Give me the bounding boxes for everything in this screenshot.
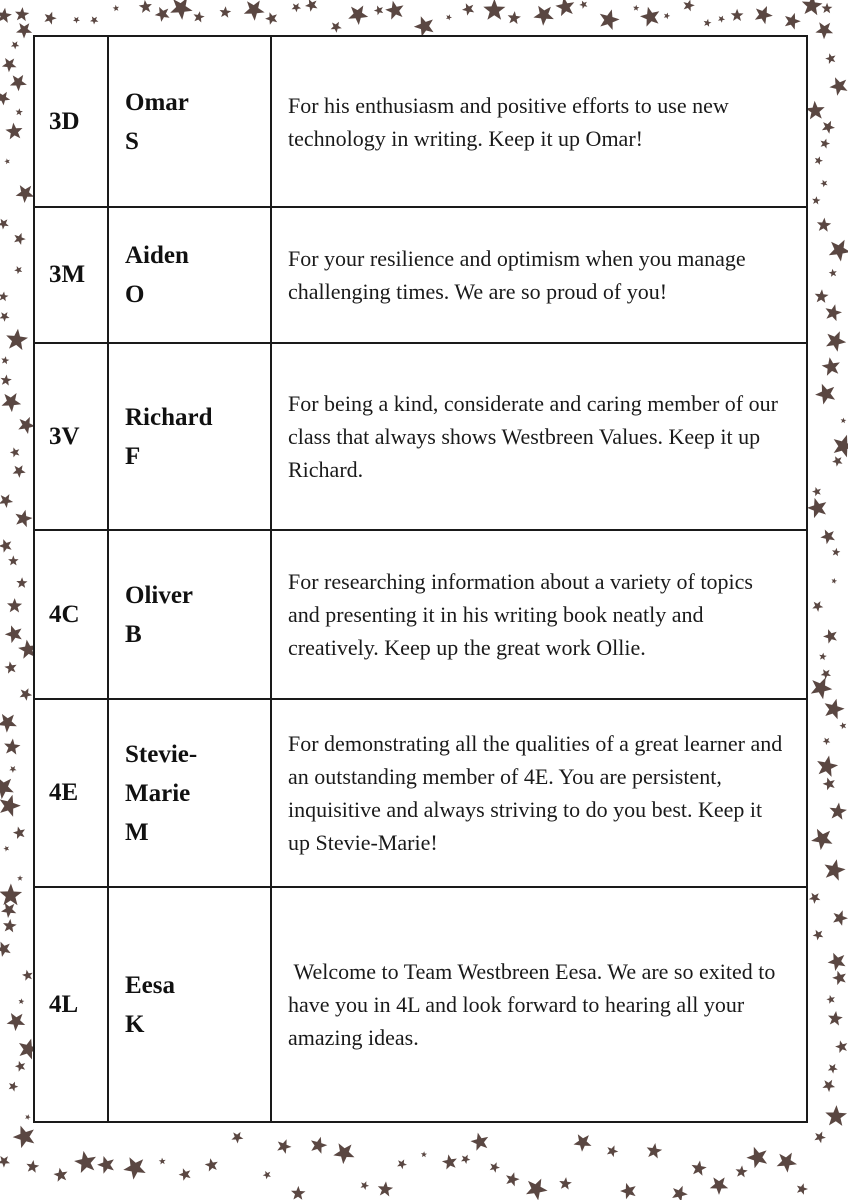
star-icon [265, 12, 277, 25]
star-icon [812, 487, 821, 496]
star-icon [683, 0, 694, 11]
star-icon [1, 903, 16, 918]
star-icon [14, 233, 26, 245]
star-icon [9, 766, 16, 773]
star-icon [718, 16, 725, 23]
star-icon [397, 1159, 407, 1169]
star-icon [823, 629, 837, 644]
message-cell: For your resilience and optimism when you manage challenging times. We are so proud of you! [271, 207, 807, 343]
name-line: Aiden [125, 242, 189, 269]
star-icon [348, 6, 368, 26]
awards-table [33, 35, 808, 1123]
star-icon [825, 859, 846, 881]
star-icon [802, 0, 823, 15]
star-icon [815, 22, 833, 39]
star-icon [311, 1137, 327, 1154]
name-cell [108, 343, 271, 530]
star-icon [821, 139, 831, 149]
star-icon [812, 196, 820, 204]
name-cell [108, 699, 271, 887]
star-icon [811, 678, 833, 700]
star-icon [5, 625, 22, 643]
star-icon [819, 653, 827, 661]
star-icon [815, 384, 835, 405]
star-icon [0, 292, 9, 302]
star-icon [292, 3, 302, 12]
star-icon [361, 1181, 370, 1190]
message-cell: For his enthusiasm and positive efforts to use new technology in writing. Keep it up Omar! [271, 36, 807, 207]
star-icon [263, 1171, 271, 1179]
star-icon [832, 548, 840, 556]
star-icon [16, 23, 32, 39]
star-icon [170, 0, 192, 20]
star-icon [2, 58, 17, 72]
class-cell: 3D [34, 36, 108, 207]
table-row [34, 207, 807, 343]
star-icon [809, 893, 821, 904]
name-line: Omar [125, 88, 189, 116]
star-icon [3, 919, 17, 933]
star-icon [13, 827, 25, 840]
star-icon [1, 375, 12, 386]
star-icon [704, 19, 712, 27]
star-icon [829, 77, 847, 95]
star-icon [829, 240, 848, 262]
table-row [34, 343, 807, 530]
star-icon [446, 14, 452, 20]
star-icon [7, 598, 22, 612]
star-icon [462, 3, 474, 15]
class-cell: 4L [34, 887, 108, 1122]
star-icon [442, 1154, 457, 1169]
name-line: Stevie- [125, 740, 198, 768]
star-icon [746, 1147, 767, 1169]
star-icon [155, 7, 170, 22]
star-icon [15, 7, 29, 21]
star-icon [15, 1061, 25, 1072]
star-icon [817, 218, 831, 232]
star-icon [54, 1168, 68, 1182]
star-icon [833, 910, 848, 926]
star-icon [814, 1132, 826, 1144]
star-icon [813, 930, 824, 941]
star-icon [672, 1186, 688, 1200]
star-icon [710, 1177, 728, 1195]
star-icon [736, 1165, 748, 1177]
star-icon [820, 530, 835, 545]
star-icon [825, 53, 835, 64]
star-icon [633, 5, 639, 11]
class-cell: 4E [34, 699, 108, 887]
star-icon [220, 6, 232, 17]
star-icon [1, 356, 9, 364]
star-icon [533, 6, 554, 26]
star-icon [822, 1080, 835, 1092]
star-icon [0, 884, 22, 906]
star-icon [0, 942, 11, 957]
star-icon [139, 0, 152, 13]
name-line: F [125, 442, 141, 470]
star-icon [20, 688, 33, 701]
message-cell: For being a kind, considerate and caring member of our class that always shows Westbreen Values. Keep it up Richard. [271, 343, 807, 530]
star-icon [3, 846, 9, 852]
star-icon [555, 0, 574, 16]
star-icon [832, 971, 846, 985]
star-icon [731, 9, 744, 21]
star-icon [74, 1151, 96, 1173]
star-icon [14, 266, 22, 274]
star-icon [822, 121, 835, 134]
star-icon [755, 6, 773, 24]
star-icon [0, 777, 14, 799]
star-icon [0, 795, 21, 817]
star-icon [826, 304, 843, 321]
star-icon [0, 92, 10, 106]
star-icon [73, 17, 80, 24]
star-icon [0, 539, 12, 553]
star-icon [832, 456, 842, 466]
name-cell [108, 887, 271, 1122]
star-icon [17, 875, 23, 881]
star-icon [385, 1, 403, 20]
star-icon [8, 555, 19, 565]
star-icon [13, 465, 26, 478]
name-line: M [125, 818, 149, 846]
star-icon [607, 1145, 618, 1157]
star-icon [559, 1177, 572, 1190]
star-icon [15, 510, 32, 528]
star-icon [640, 7, 659, 27]
star-icon [839, 722, 846, 729]
class-cell: 3M [34, 207, 108, 343]
star-icon [841, 418, 847, 424]
star-icon [4, 739, 20, 755]
star-icon [830, 803, 847, 820]
star-icon [664, 13, 670, 20]
star-icon [123, 1157, 145, 1179]
star-icon [822, 3, 833, 14]
star-icon [10, 75, 27, 91]
star-icon [0, 714, 17, 733]
star-icon [333, 1143, 354, 1164]
star-icon [16, 577, 27, 588]
star-icon [620, 1183, 636, 1199]
star-icon [825, 1105, 847, 1126]
star-icon [26, 1160, 39, 1173]
star-icon [7, 1013, 26, 1031]
name-line: Eesa [125, 971, 175, 999]
star-icon [828, 1011, 843, 1026]
star-icon [2, 393, 22, 412]
star-icon [483, 0, 505, 20]
star-icon [44, 12, 56, 25]
star-icon [0, 494, 13, 508]
star-icon [832, 578, 838, 584]
star-icon [506, 1172, 520, 1186]
star-icon [331, 22, 342, 33]
name-cell [108, 530, 271, 699]
star-icon [823, 738, 831, 746]
star-icon [159, 1158, 166, 1165]
star-icon [825, 699, 845, 720]
star-icon [0, 8, 12, 23]
star-icon [777, 1153, 797, 1173]
star-icon [97, 1156, 114, 1174]
star-icon [13, 1126, 35, 1149]
star-icon [811, 829, 832, 850]
star-icon [835, 1040, 847, 1053]
message-cell: For researching information about a variety of topics and presenting it in his writing book neatly and creatively. Keep up the great work Ollie. [271, 530, 807, 699]
star-icon [414, 16, 434, 36]
star-icon [244, 1, 265, 21]
star-icon [4, 158, 10, 164]
name-line: S [125, 127, 139, 155]
star-icon [826, 995, 835, 1004]
name-line: K [125, 1010, 145, 1038]
star-icon [526, 1179, 548, 1200]
star-icon [374, 6, 383, 16]
star-icon [823, 778, 835, 791]
star-icon [821, 669, 831, 679]
table-row [34, 887, 807, 1122]
star-icon [421, 1151, 427, 1157]
star-icon [205, 1158, 218, 1171]
star-icon [490, 1162, 500, 1173]
star-icon [579, 1, 587, 9]
star-icon [231, 1132, 243, 1144]
star-icon [6, 329, 28, 350]
star-icon [822, 357, 840, 375]
star-icon [4, 661, 16, 673]
table-row [34, 36, 807, 207]
star-icon [806, 101, 825, 120]
star-icon [817, 756, 838, 777]
name-cell [108, 207, 271, 343]
star-icon [574, 1134, 592, 1152]
name-line: Richard [125, 403, 213, 431]
star-icon [600, 9, 620, 30]
class-cell: 4C [34, 530, 108, 699]
star-icon [378, 1181, 393, 1196]
star-icon [647, 1143, 663, 1159]
name-line: O [125, 281, 145, 308]
name-line: Marie [125, 779, 191, 807]
star-icon [305, 0, 318, 12]
star-icon [508, 11, 521, 24]
star-icon [461, 1155, 470, 1164]
star-icon [785, 13, 801, 30]
star-icon [828, 953, 846, 971]
star-icon [820, 180, 827, 188]
star-icon [11, 41, 19, 49]
table-row [34, 699, 807, 887]
star-icon [828, 1064, 838, 1074]
star-icon [291, 1186, 306, 1200]
star-icon [194, 11, 205, 22]
star-icon [0, 312, 10, 322]
star-icon [179, 1168, 191, 1180]
star-icon [90, 16, 98, 24]
star-icon [826, 331, 846, 352]
star-icon [5, 123, 22, 140]
star-icon [0, 1156, 10, 1168]
star-icon [815, 289, 829, 303]
star-icon [25, 1114, 31, 1120]
class-cell: 3V [34, 343, 108, 530]
star-icon [692, 1161, 707, 1176]
message-cell: Welcome to Team Westbreen Eesa. We are so exited to have you in 4L and look forward to hearing all your amazing ideas. [271, 887, 807, 1122]
star-icon [113, 5, 120, 12]
star-icon [9, 1082, 19, 1092]
name-line: B [125, 620, 142, 648]
star-icon [471, 1133, 489, 1151]
star-icon [0, 219, 9, 230]
star-icon [19, 998, 25, 1004]
message-cell: For demonstrating all the qualities of a great learner and an outstanding member of 4E. You are persistent, inquisitive and always striving to do you best. Keep it up Stevie-Marie! [271, 699, 807, 887]
star-icon [22, 970, 33, 981]
star-icon [16, 108, 23, 115]
star-icon [807, 498, 826, 518]
star-icon [797, 1183, 808, 1195]
star-icon [812, 601, 823, 612]
table-row [34, 530, 807, 699]
star-icon [829, 269, 837, 277]
name-line: Oliver [125, 581, 194, 609]
star-icon [815, 156, 823, 165]
star-icon [277, 1139, 291, 1154]
star-icon [10, 447, 20, 457]
star-icon [834, 435, 848, 458]
star-icon [16, 185, 35, 203]
name-cell [108, 36, 271, 207]
